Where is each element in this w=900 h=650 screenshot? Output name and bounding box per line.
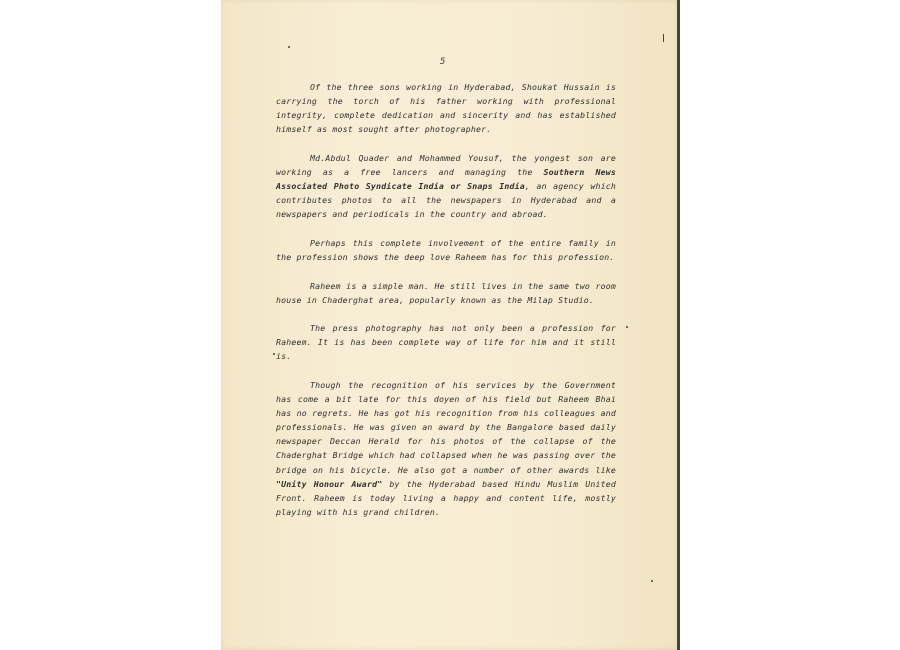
- paper-speck: [651, 580, 653, 582]
- page-edge: [677, 0, 680, 650]
- paragraph-bold-text: Southern News Associated Photo Syndicate India or Snaps India: [276, 166, 616, 192]
- paragraph-text: , an agency which contributes photos to all the newspapers in Hyderabad and a newspapers and periodicals in the country and abroad.: [276, 181, 616, 220]
- paragraph: [276, 236, 616, 264]
- paper-speck: [626, 326, 628, 328]
- paragraph-text: Of the three sons working in Hyderabad, Shoukat Hussain is carrying the torch of his father working with professional integrity, complete dedication and sincerity and has established himself as most sought after photographer.: [276, 82, 616, 135]
- paper-speck: [273, 353, 275, 355]
- document-body: [276, 80, 616, 533]
- paragraph: [276, 80, 616, 136]
- paragraph-text: Though the recognition of his services by the Government has come a bit late for this doyen of his field but Raheem Bhai has no regrets. He has got his recognition from his colleagues and professionals. He was given an award by the Bangalore based daily newspaper Deccan Herald for his photos of the collapse of the Chaderghat Bridge which had collapsed when he was passing over the bridge on his bicycle. He also got a number of other awards like: [276, 380, 616, 475]
- paragraph: [276, 279, 616, 307]
- paragraph-text: The press photography has not only been a profession for Raheem. It is has been complete way of life for him and it still is.: [276, 323, 616, 362]
- paragraph: [276, 378, 616, 519]
- paragraph-bold-text: "Unity Honour Award": [276, 478, 383, 489]
- paragraph-text: Perhaps this complete involvement of the entire family in the profession shows the deep love Raheem has for this profession.: [276, 237, 616, 262]
- paragraph: [276, 321, 616, 363]
- paragraph: [276, 151, 616, 221]
- paper-speck: [663, 34, 664, 42]
- page-number: 5: [440, 57, 446, 67]
- paragraph-text: Md.Abdul Quader and Mohammed Yousuf, the yongest son are working as a free lancers and managing the: [276, 152, 616, 177]
- paper-speck: [288, 46, 290, 48]
- paragraph-text: Raheem is a simple man. He still lives in the same two room house in Chaderghat area, popularly known as the Milap Studio.: [276, 280, 616, 305]
- paragraph-text: by the Hyderabad based Hindu Muslim United Front. Raheem is today living a happy and content life, mostly playing with his grand children.: [276, 478, 617, 517]
